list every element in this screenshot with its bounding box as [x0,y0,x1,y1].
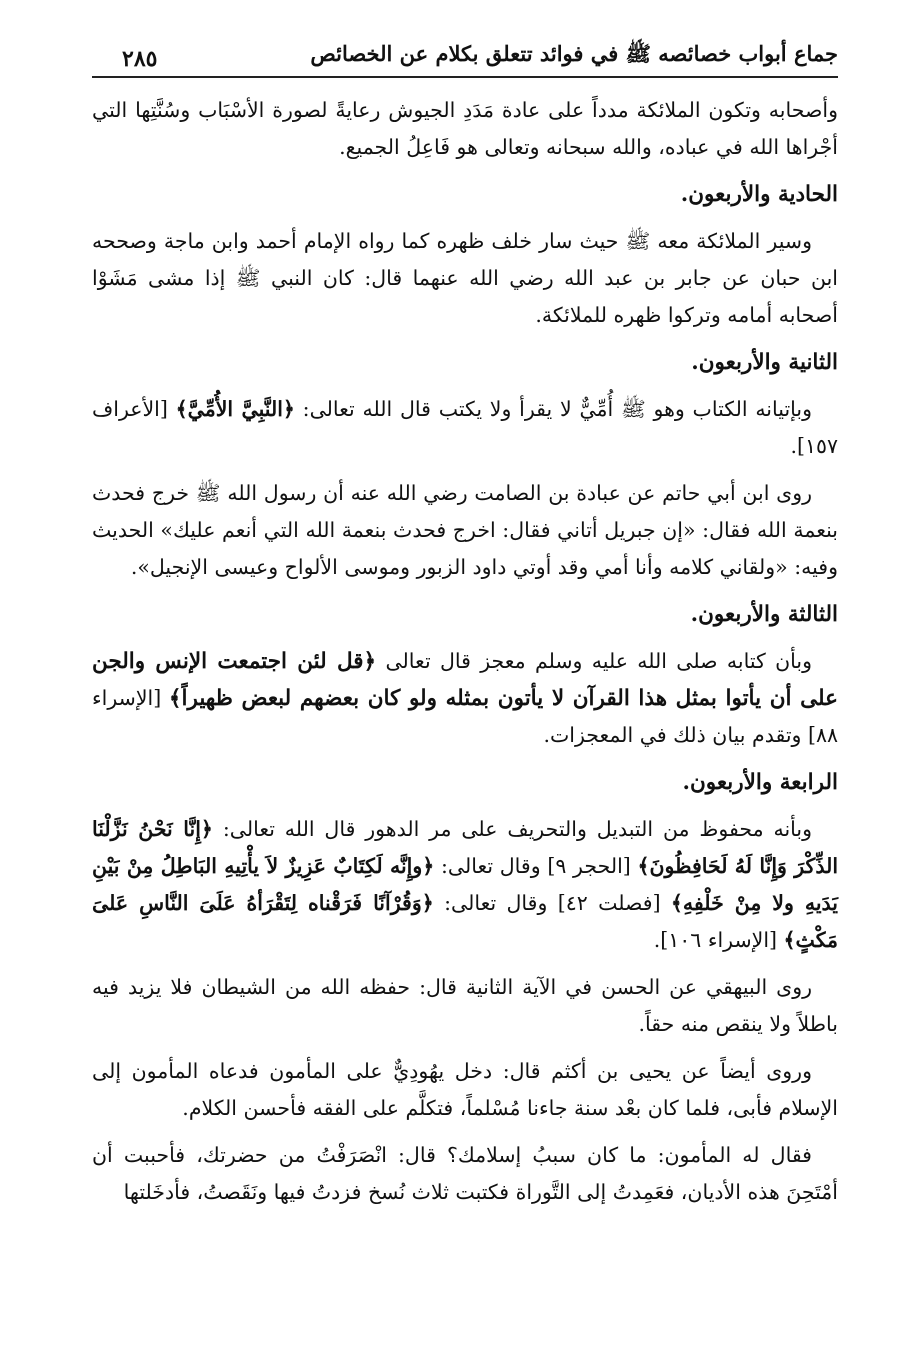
paragraph-6 [92,811,838,959]
paragraph-8: وروى أيضاً عن يحيى بن أكثم قال: دخل يهُودِيٌّ على المأمون فدعاه المأمون إلى الإسلام فأبى، فلما كان بعْد سنة جاءنا مُسْلماً، فتكلَّم على الفقه فأحسن الكلام. [92,1059,838,1120]
quran-quote: ﴿وَقُرْآنًا فَرَقْناه لِتَقْرَأهُ عَلَىَ النَّاسِ عَلىَ مَكْثٍ﴾ [92,891,838,952]
paragraph-4: روى ابن أبي حاتم عن عبادة بن الصامت رضي الله عنه أن رسول الله ﷺ خرج فحدث بنعمة الله فقال: «إن جبريل أتاني فقال: اخرج فحدث بنعمة الله التي أنعم عليك» الحديث وفيه: «ولقاني كلامه وأنا أمي وقد أوتي داود الزبور وموسى الألواح وعيسى الإنجيل». [92,481,838,579]
section-heading-41: الحادية والأربعون. [680,182,838,207]
paragraph-3-text-b: [الأعراف ١٥٧]. [92,397,838,458]
quran-quote: ﴿قل لئن اجتمعت الإنس والجن على أن يأتوا بمثل هذا القرآن لا يأتون بمثله ولو كان بعضهم لبعض ظهيراً﴾ [92,649,838,711]
paragraph-3-text-a: وبإتيانه الكتاب وهو ﷺ أُمِّيٌّ لا يقرأ ولا يكتب قال الله تعالى: [294,397,813,421]
paragraph-3 [92,391,838,465]
page-number: ٢٨٥ [122,46,158,72]
quran-quote: ﴿إِنَّا نَحْنُ نَزَّلْنَا الذِّكْرَ وَإِنَّا لَهُ لَحَافِظُونَ﴾ [92,817,839,878]
paragraph-6-text-d: [الإسراء ١٠٦]. [653,928,784,952]
paragraph-5 [92,643,838,754]
section-heading-43: الثالثة والأربعون. [690,602,838,627]
paragraph-5-text-b: [الإسراء ٨٨] وتقدم بيان ذلك في المعجزات. [92,686,838,747]
paragraph-6-text-a: وبأنه محفوظ من التبديل والتحريف على مر الدهور قال الله تعالى: [212,817,813,841]
paragraph-2: وسير الملائكة معه ﷺ حيث سار خلف ظهره كما رواه الإمام أحمد وابن ماجة وصححه ابن حبان عن جابر بن عبد الله رضي الله عنهما قال: كان النبي ﷺ إذا مشى مَشَوْا أصحابه أمامه وتركوا ظهره للملائكة. [92,229,838,327]
quran-quote: ﴿وإِنَّه لَكِتَابٌ عَزِيزٌ لاَ يأْتِيهِ البَاطِلُ مِنْ بَيْنِ يَدَيهِ ولا مِنْ خَلْفِهِ﴾ [92,854,838,915]
paragraph-1: وأصحابه وتكون الملائكة مدداً على عادة مَدَدِ الجيوش رعايةً لصورة الأسْبَاب وسُنَّتِها التي أجْراها الله في عباده، والله سبحانه وتعالى هو فَاعِلُ الجميع. [92,98,838,159]
running-header-title: جماع أبواب خصائصه ﷺ في فوائد تتعلق بكلام عن الخصائص [310,41,838,66]
page-body [92,92,838,1211]
paragraph-5-text-a: وبأن كتابه صلى الله عليه وسلم معجز قال تعالى [376,649,813,673]
section-heading-44: الرابعة والأربعون. [682,770,838,795]
paragraph-7: روى البيهقي عن الحسن في الآية الثانية قال: حفظه الله من الشيطان فلا يزيد فيه باطلاً ولا ينقص منه حقاً. [92,975,838,1036]
book-page [92,38,838,1348]
paragraph-6-text-b: [الحجر ٩] وقال تعالى: [434,854,638,878]
section-heading-42: الثانية والأربعون. [691,350,838,375]
running-header [92,38,838,78]
paragraph-6-text-c: [فصلت ٤٢] وقال تعالى: [433,891,671,915]
paragraph-9: فقال له المأمون: ما كان سببُ إسلامك؟ قال: انْصَرَفْتُ من حضرتك، فأحببت أن أمْتَحِنَ هذه الأديان، فعَمِدتُ إلى التَّوراة فكتبت ثلاث نُسخ فزدتُ فيها ونَقَصتُ، فأدخَلتها [92,1143,838,1204]
quran-quote: ﴿النَّبِيَّ الأُمِّيَّ﴾ [175,397,295,421]
